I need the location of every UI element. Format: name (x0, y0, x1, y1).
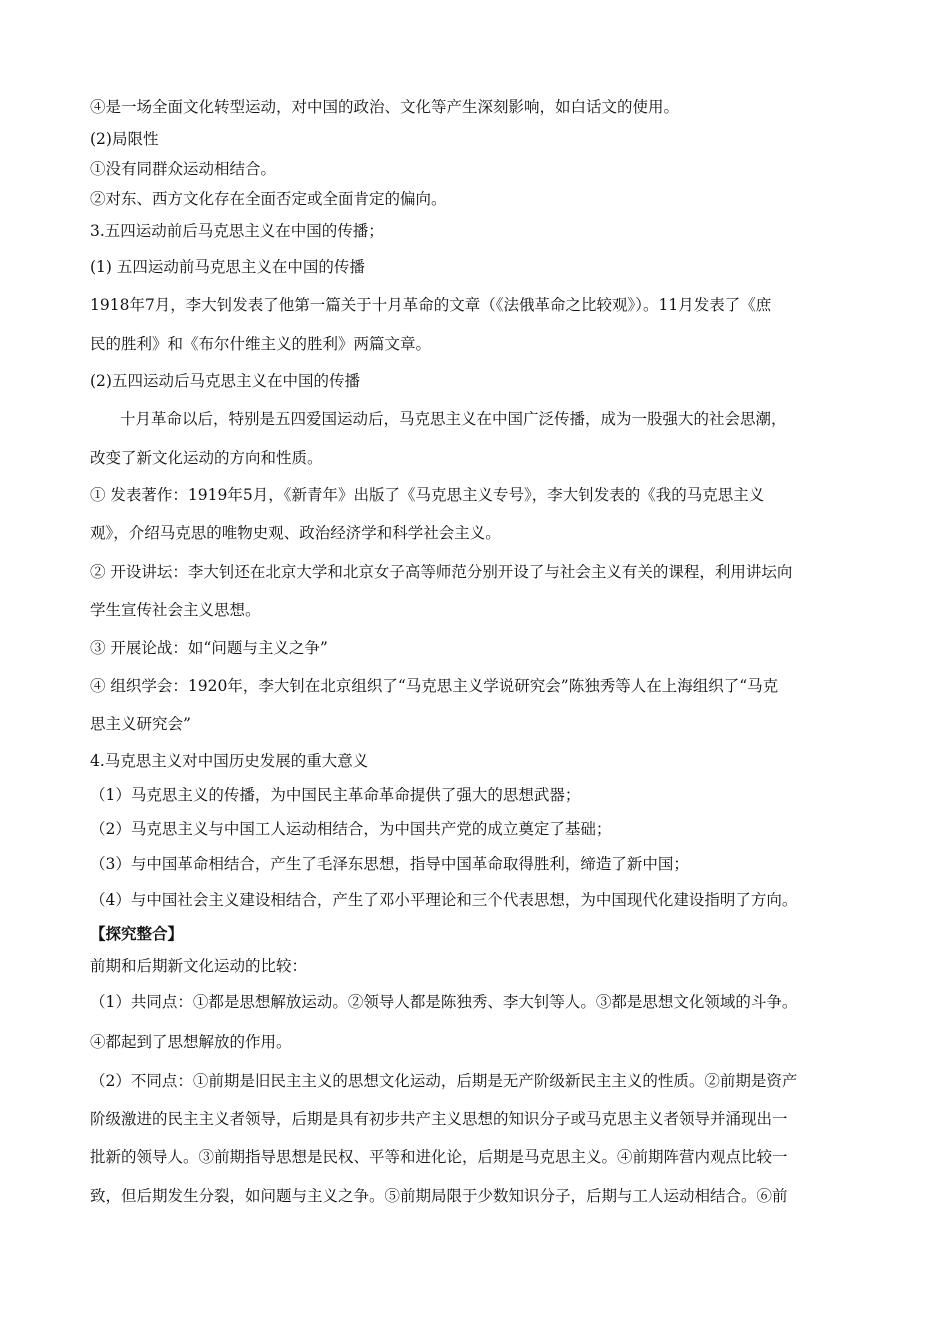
text-line: （2）马克思主义与中国工人运动相结合，为中国共产党的成立奠定了基础； (90, 820, 612, 838)
text-line: ④ 组织学会：1920年，李大钊在北京组织了“马克思主义学说研究会”陈独秀等人在上海组织了“马克 (90, 677, 779, 695)
text-line: （3）与中国革命相结合，产生了毛泽东思想，指导中国革命取得胜利，缔造了新中国； (90, 855, 689, 873)
text-line (90, 1185, 862, 1207)
text-line-tail: 。⑥前 (741, 1187, 788, 1205)
subsection-heading: (1) 五四运动前马克思主义在中国的传播 (90, 258, 365, 276)
text-line: ②对东、西方文化存在全面否定或全面肯定的偏向。 (90, 190, 447, 208)
text-line: 1918年7月，李大钊发表了他第一篇关于十月革命的文章（《法俄革命之比较观》）。11月发表了《庶 (90, 296, 772, 314)
text-line: 学生宣传社会主义思想。 (90, 601, 261, 619)
section-title: 【探究整合】 (90, 924, 184, 943)
text-line: （4）与中国社会主义建设相结合，产生了邓小平理论和三个代表思想，为中国现代化建设指明了方向。 (90, 891, 798, 909)
subsection-heading: (2)五四运动后马克思主义在中国的传播 (90, 372, 360, 390)
text-line: ① 发表著作：1919年5月，《新青年》出版了《马克思主义专号》，李大钊发表的《我的马克思主义 (90, 486, 765, 504)
text-line: ③ 开展论战：如“问题与主义之争” (90, 639, 328, 657)
text-line: ④是一场全面文化转型运动，对中国的政治、文化等产生深刻影响，如白话文的使用。 (90, 98, 680, 116)
text-line: 思主义研究会” (90, 715, 191, 733)
text-line: 十月革命以后，特别是五四爱国运动后，马克思主义在中国广泛传播，成为一股强大的社会思潮， (120, 410, 787, 428)
text-line: ①没有同群众运动相结合。 (90, 160, 277, 178)
text-line: (2)局限性 (90, 130, 159, 148)
text-line: 阶级激进的民主主义者领导，后期是具有初步共产主义思想的知识分子或马克思主义者领导并涌现出一 (90, 1110, 788, 1128)
text-line: 改变了新文化运动的方向和性质。 (90, 449, 323, 467)
text-line: ④都起到了思想解放的作用。 (90, 1033, 292, 1051)
text-line: 批新的领导人。③前期指导思想是民权、平等和进化论，后期是马克思主义。④前期阵营内观点比较一 (90, 1148, 788, 1166)
section-heading: 3.五四运动前后马克思主义在中国的传播； (90, 222, 384, 240)
text-line: ② 开设讲坛：李大钊还在北京大学和北京女子高等师范分别开设了与社会主义有关的课程，利用讲坛向 (90, 563, 793, 581)
text-line: 前期和后期新文化运动的比较： (90, 957, 308, 975)
text-line: 观》，介绍马克思的唯物史观、政治经济学和科学社会主义。 (90, 524, 501, 542)
section-heading: 4.马克思主义对中国历史发展的重大意义 (90, 752, 369, 770)
text-line: 民的胜利》和《布尔什维主义的胜利》两篇文章。 (90, 335, 432, 353)
text-line-main: 致，但后期发生分裂，如问题与主义之争。⑤前期局限于少数知识分子，后期与工人运动相结合 (90, 1187, 742, 1205)
text-line: （1）马克思主义的传播，为中国民主革命革命提供了强大的思想武器； (90, 786, 581, 804)
text-line: （1）共同点：①都是思想解放运动。②领导人都是陈独秀、李大钊等人。③都是思想文化领域的斗争。 (90, 993, 798, 1011)
text-line: （2）不同点：①前期是旧民主主义的思想文化运动，后期是无产阶级新民主主义的性质。②前期是资产 (90, 1072, 798, 1090)
